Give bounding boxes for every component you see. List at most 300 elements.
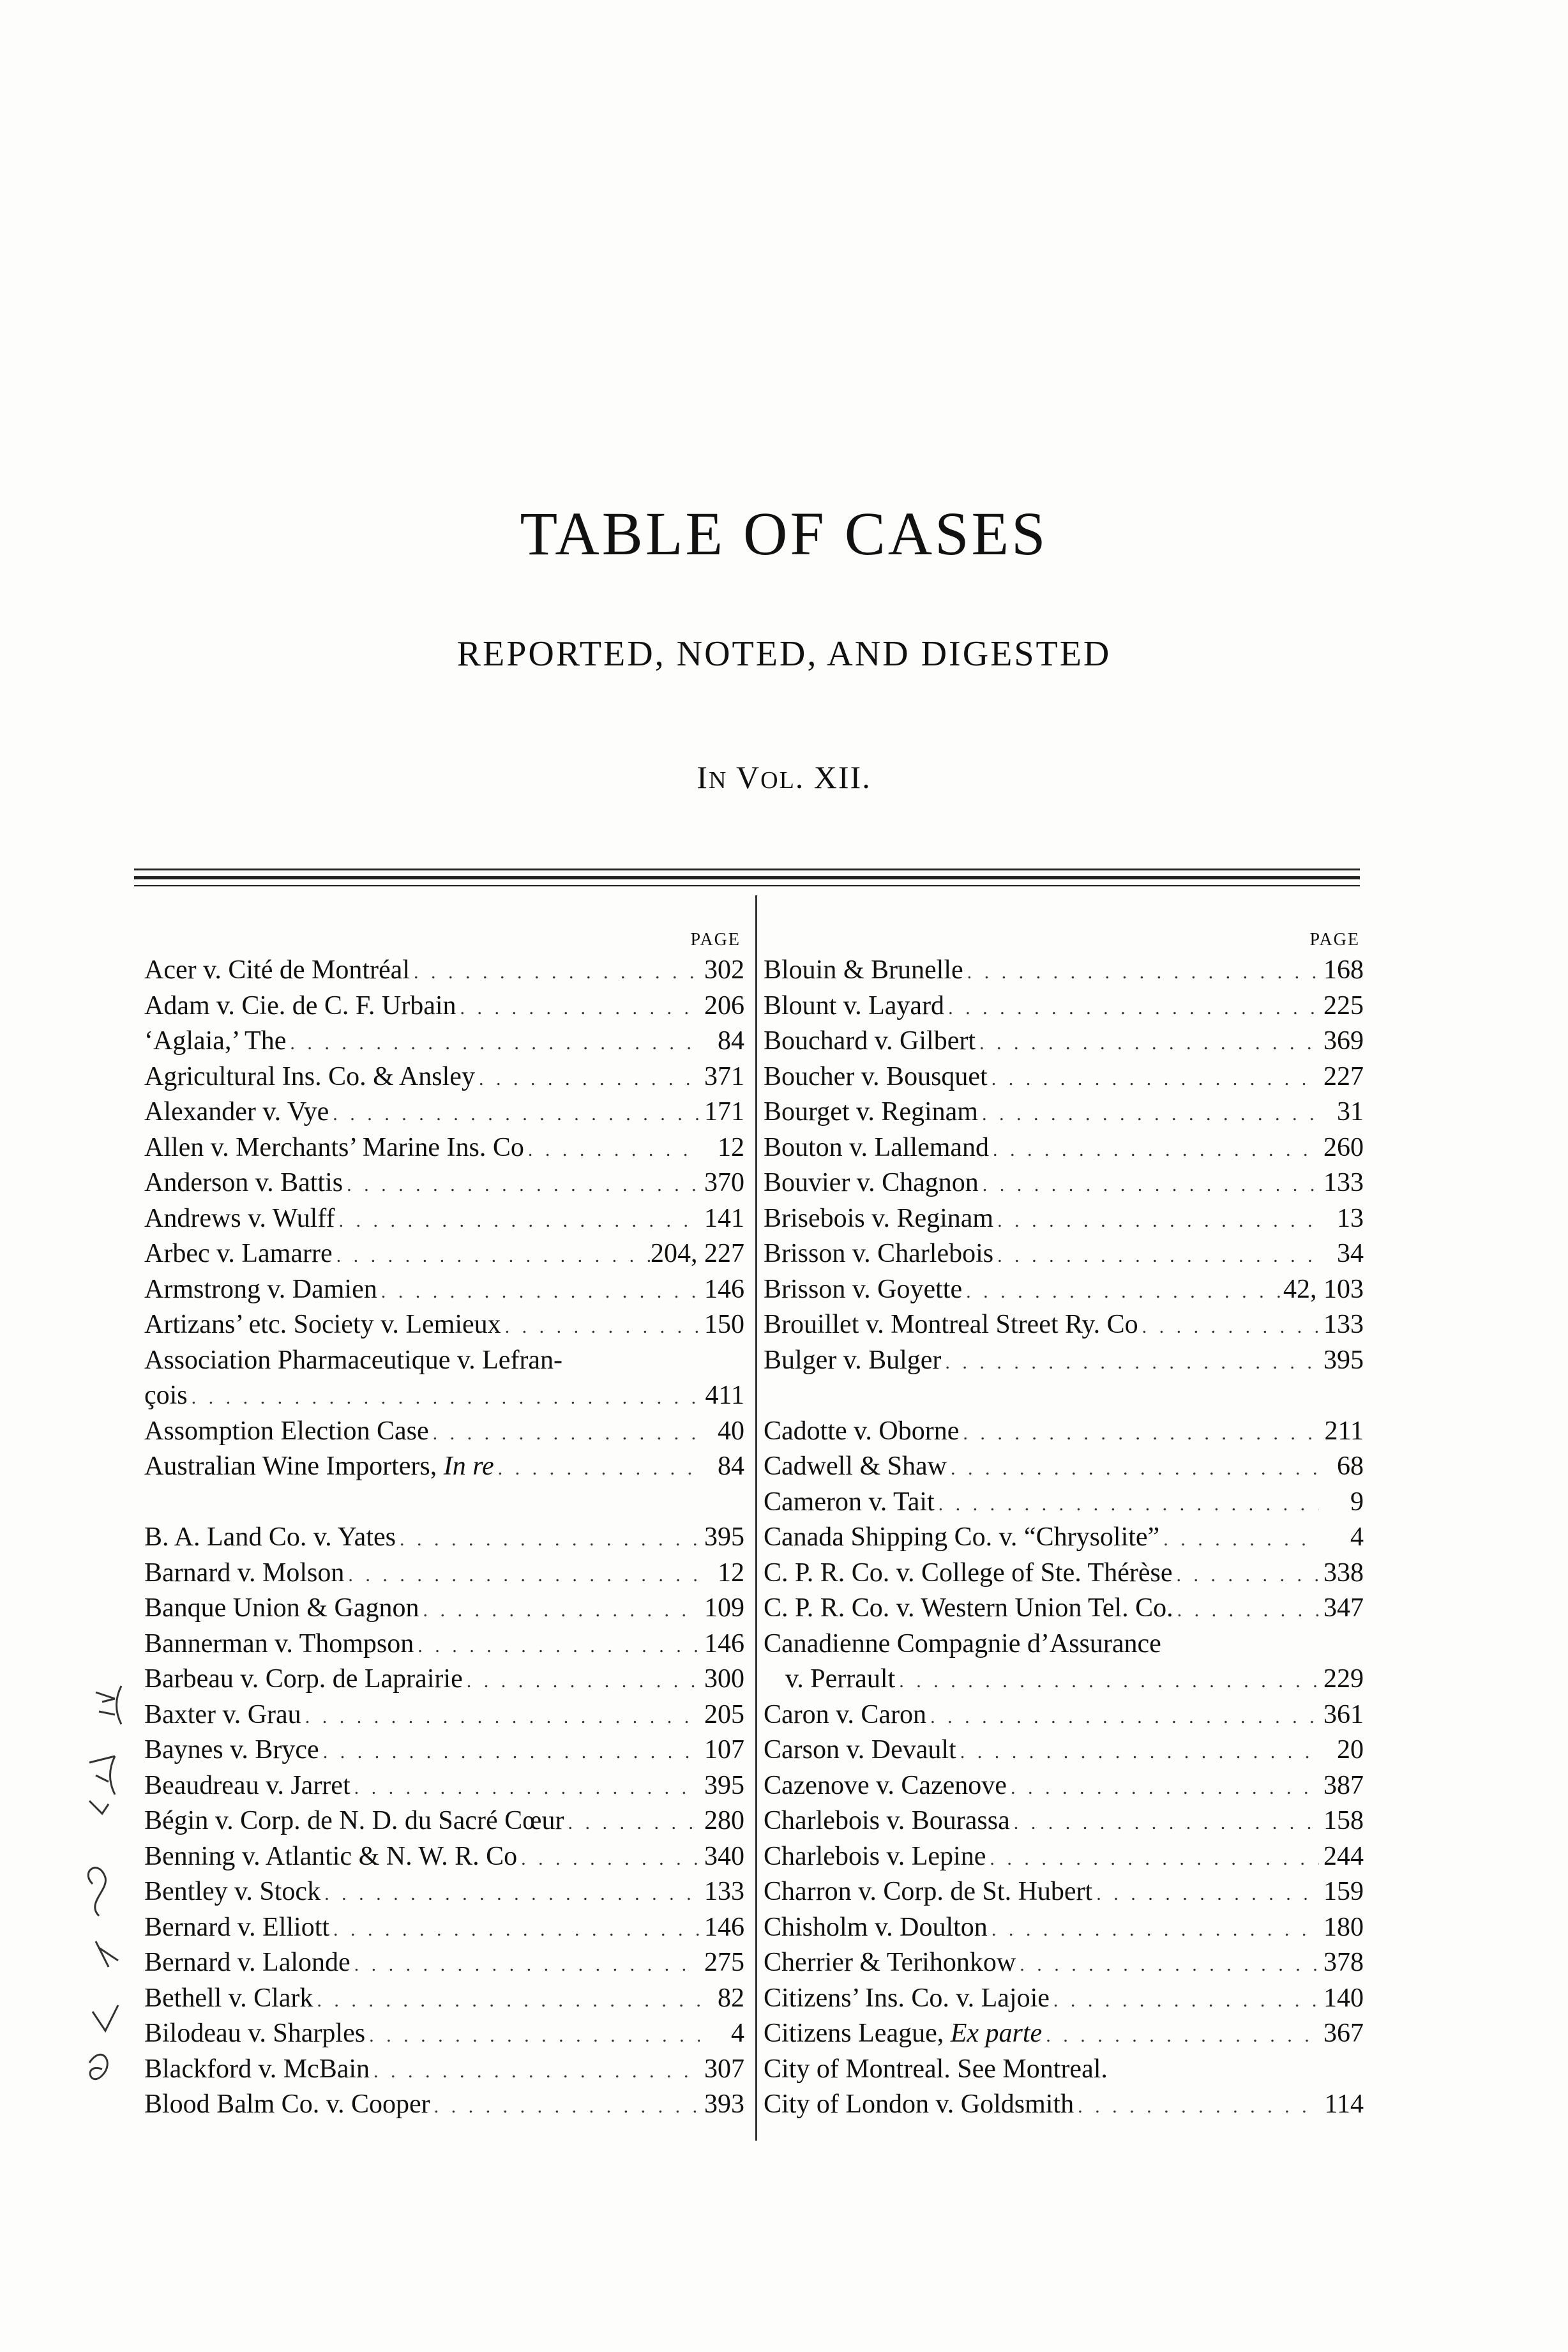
dot-leader [1007, 1770, 1319, 1806]
dot-leader [430, 2089, 700, 2125]
case-name-text: Cadwell & Shaw [764, 1452, 947, 1481]
list-spacer [144, 1485, 744, 1521]
column-divider [755, 895, 757, 2141]
case-name [144, 1803, 564, 1839]
case-entry [144, 953, 744, 989]
case-entry [144, 1095, 744, 1130]
case-name [144, 1874, 320, 1910]
case-entry [144, 1059, 744, 1095]
case-name [764, 1945, 1016, 1981]
case-name-text: Bernard v. Lalonde [144, 1948, 351, 1977]
dot-leader [343, 1167, 700, 1203]
case-page-number: 133 [1323, 1168, 1364, 1197]
case-name [144, 1733, 319, 1768]
case-page-number: 146 [704, 1912, 744, 1942]
case-name [144, 1945, 351, 1981]
case-entry [764, 1095, 1364, 1130]
case-name [144, 953, 410, 989]
case-page-number: 275 [704, 1948, 744, 1977]
case-page-number: 371 [704, 1061, 744, 1091]
case-name [144, 1201, 335, 1237]
case-entry [764, 1697, 1364, 1733]
case-name-text: ‘Aglaia,’ The [144, 1026, 287, 1056]
case-name-text: Artizans’ etc. Society v. Lemieux [144, 1310, 501, 1339]
dot-leader [370, 2054, 700, 2090]
dot-leader [956, 1734, 1319, 1770]
dot-leader [319, 1734, 700, 1770]
case-name [144, 2016, 365, 2052]
case-name-text: Blount v. Layard [764, 990, 945, 1020]
case-name [764, 1201, 993, 1237]
case-entry [764, 1024, 1364, 1059]
case-page-number: 68 [1337, 1452, 1364, 1481]
case-entry [144, 1591, 744, 1627]
case-name-text: Assomption Election Case [144, 1416, 429, 1446]
dot-leader [344, 1558, 700, 1593]
case-entry [764, 1768, 1364, 1804]
case-entry [144, 2052, 744, 2088]
case-name [144, 989, 456, 1024]
dot-leader [517, 1841, 700, 1877]
case-page-number: 204, 227 [651, 1239, 744, 1268]
case-name-text: Bilodeau v. Sharples [144, 2019, 366, 2048]
dot-leader [410, 955, 700, 990]
case-page-number: 159 [1323, 1877, 1364, 1906]
dot-leader [1010, 1805, 1319, 1841]
case-name-text: Bouton v. Lallemand [764, 1132, 990, 1162]
case-name-text: Charlebois v. Bourassa [764, 1806, 1010, 1835]
dot-leader [993, 1238, 1319, 1274]
case-name-text: Bouchard v. Gilbert [764, 1026, 976, 1056]
dot-leader [944, 990, 1319, 1026]
case-page-number: 387 [1323, 1770, 1364, 1800]
case-entry [764, 1414, 1364, 1450]
case-page-number: 361 [1323, 1699, 1364, 1729]
case-entry [764, 2052, 1364, 2088]
case-name-text: Citizens’ Ins. Co. v. Lajoie [764, 1983, 1050, 2013]
case-entry [144, 1130, 744, 1166]
dot-leader [989, 1132, 1319, 1168]
case-entry [144, 1910, 744, 1946]
case-entry [764, 1874, 1364, 1910]
case-entry [144, 1343, 744, 1379]
case-page-number: 114 [1324, 2090, 1364, 2119]
case-entry [144, 2087, 744, 2123]
case-name-text: Brisebois v. Reginam [764, 1203, 994, 1233]
case-name-text: Blackford v. McBain [144, 2054, 370, 2084]
case-name-text: Bentley v. Stock [144, 1877, 321, 1906]
case-page-number: 4 [1350, 1522, 1364, 1552]
case-name-text: City of London v. Goldsmith [764, 2090, 1074, 2119]
case-name [144, 1378, 188, 1414]
case-page-number: 40 [718, 1416, 744, 1446]
case-entry [144, 1945, 744, 1981]
case-page-number: 171 [704, 1097, 744, 1127]
dot-leader [301, 1699, 700, 1735]
case-name [144, 1910, 329, 1946]
dot-leader [1042, 2018, 1319, 2054]
case-name-text: B. A. Land Co. v. Yates [144, 1522, 396, 1552]
case-entry [764, 1627, 1364, 1662]
case-entry [144, 1733, 744, 1768]
case-page-number: 9 [1350, 1487, 1364, 1517]
dot-leader [494, 1451, 700, 1487]
case-page-number: 411 [705, 1381, 744, 1410]
case-name [764, 2087, 1074, 2123]
case-page-number: 260 [1323, 1132, 1364, 1162]
case-name-text: Bégin v. Corp. de N. D. du Sacré Cœur [144, 1806, 564, 1835]
case-name [764, 1803, 1010, 1839]
case-page-number: 168 [1323, 955, 1364, 985]
case-name [764, 1095, 978, 1130]
case-page-number: 4 [731, 2019, 744, 2048]
dot-leader [501, 1309, 700, 1345]
case-page-number: 395 [1323, 1345, 1364, 1375]
dot-leader [377, 1274, 700, 1310]
case-name-text: Benning v. Atlantic & N. W. R. Co [144, 1841, 518, 1871]
case-page-number: 347 [1323, 1593, 1364, 1623]
case-name-text: City of Montreal. See Montreal. [764, 2054, 1108, 2084]
case-page-number: 307 [704, 2054, 744, 2084]
case-name-text: Blood Balm Co. v. Cooper [144, 2090, 430, 2119]
case-name-text: Canadienne Compagnie d’Assurance [764, 1628, 1161, 1658]
case-name [764, 1236, 993, 1272]
case-name [764, 1449, 947, 1485]
case-page-number: 133 [704, 1877, 744, 1906]
case-name [764, 1733, 956, 1768]
case-name [764, 1910, 988, 1946]
case-entry [764, 2016, 1364, 2052]
case-name-text: Caron v. Caron [764, 1699, 927, 1729]
case-entry [144, 1272, 744, 1308]
case-page-number: 12 [718, 1132, 744, 1162]
case-name [764, 1165, 979, 1201]
case-page-number: 141 [704, 1203, 744, 1233]
case-name [144, 1768, 351, 1804]
case-page-number: 133 [1323, 1310, 1364, 1339]
dot-leader [463, 1664, 700, 1699]
case-entry [144, 1414, 744, 1450]
case-name-text: Bannerman v. Thompson [144, 1628, 414, 1658]
case-name-text: Blouin & Brunelle [764, 955, 963, 985]
case-name [144, 1839, 517, 1875]
case-page-number: 12 [718, 1558, 744, 1588]
case-name [764, 1272, 962, 1308]
case-name [144, 1343, 562, 1379]
case-page-number: 395 [704, 1522, 744, 1552]
case-name-text: Alexander v. Vye [144, 1097, 329, 1127]
case-name [144, 1414, 429, 1450]
case-name-text: Barbeau v. Corp. de Laprairie [144, 1664, 463, 1694]
case-name [144, 1095, 329, 1130]
dot-leader [564, 1805, 700, 1841]
case-name-text: çois [144, 1381, 188, 1410]
case-name [764, 1697, 926, 1733]
case-name-text: Baynes v. Bryce [144, 1735, 319, 1764]
case-name-text: Acer v. Cité de Montréal [144, 955, 410, 985]
dot-leader [988, 1061, 1319, 1097]
case-page-number: 206 [704, 990, 744, 1020]
case-name [764, 1307, 1138, 1343]
case-name [144, 1449, 494, 1485]
case-name [764, 1485, 935, 1521]
dot-leader [414, 1628, 700, 1664]
case-page-number: 84 [718, 1452, 744, 1481]
case-name-text: Charlebois v. Lepine [764, 1841, 986, 1871]
case-page-number: 20 [1337, 1735, 1364, 1764]
dot-leader [976, 1026, 1319, 1061]
dot-leader [963, 955, 1319, 990]
case-entry [144, 1839, 744, 1875]
case-entry [764, 1165, 1364, 1201]
case-entry [764, 1520, 1364, 1556]
case-page-number: 367 [1323, 2019, 1364, 2048]
case-name [144, 1272, 377, 1308]
case-page-number: 31 [1337, 1097, 1364, 1127]
case-page-number: 13 [1337, 1203, 1364, 1233]
case-name-text: Arbec v. Lamarre [144, 1239, 333, 1268]
case-name-text: Bouvier v. Chagnon [764, 1168, 979, 1197]
case-entry [144, 1768, 744, 1804]
dot-leader [333, 1238, 651, 1274]
case-name-text: Citizens League, [764, 2019, 951, 2048]
case-page-number: 205 [704, 1699, 744, 1729]
volume-label: IN VOL. XII. [697, 759, 871, 795]
case-entry [764, 1449, 1364, 1485]
case-page-number: 211 [1324, 1416, 1364, 1446]
case-name-text: Bulger v. Bulger [764, 1345, 942, 1375]
case-entry [144, 1378, 744, 1414]
dot-leader [1173, 1593, 1319, 1628]
case-name-text: Brisson v. Goyette [764, 1274, 963, 1304]
case-name [764, 1839, 986, 1875]
right-case-list [764, 953, 1364, 2123]
dot-leader [988, 1912, 1319, 1948]
dot-leader [935, 1487, 1319, 1522]
case-page-number: 227 [1323, 1061, 1364, 1091]
case-name [144, 1520, 396, 1556]
dot-leader [947, 1451, 1319, 1487]
case-name-text: Agricultural Ins. Co. & Ansley [144, 1061, 475, 1091]
case-name-text: C. P. R. Co. v. Western Union Tel. Co. [764, 1593, 1173, 1623]
case-name [144, 1662, 463, 1697]
case-name [785, 1662, 895, 1697]
case-entry [764, 1307, 1364, 1343]
case-entry [764, 953, 1364, 989]
case-name [764, 1343, 941, 1379]
header-rule-top [134, 869, 1360, 870]
case-page-number: 369 [1323, 1026, 1364, 1056]
left-column [144, 927, 744, 2123]
dot-leader [1172, 1558, 1319, 1593]
dot-leader [396, 1522, 700, 1558]
dot-leader [959, 1416, 1319, 1452]
case-entry [144, 1697, 744, 1733]
case-entry [144, 1627, 744, 1662]
case-name [144, 2052, 370, 2088]
case-name [144, 2087, 430, 2123]
case-name-text: Boucher v. Bousquet [764, 1061, 988, 1091]
case-entry [144, 1165, 744, 1201]
dot-leader [962, 1274, 1283, 1310]
case-page-number: 140 [1323, 1983, 1364, 2013]
dot-leader [456, 990, 700, 1026]
case-name-text: Brisson v. Charlebois [764, 1239, 994, 1268]
case-entry [764, 1839, 1364, 1875]
case-name [764, 1520, 1159, 1556]
dot-leader [1050, 1983, 1319, 2019]
case-name-text: Chisholm v. Doulton [764, 1912, 988, 1942]
case-entry [144, 1449, 744, 1485]
case-name-text: Brouillet v. Montreal Street Ry. Co [764, 1310, 1138, 1339]
case-page-number: 395 [704, 1770, 744, 1800]
case-page-number: 146 [704, 1274, 744, 1304]
case-page-number: 109 [704, 1593, 744, 1623]
case-name-text: Bethell v. Clark [144, 1983, 313, 2013]
case-entry [144, 1520, 744, 1556]
case-page-number: 150 [704, 1310, 744, 1339]
dot-leader [986, 1841, 1319, 1877]
case-name-italic: In re [443, 1452, 494, 1481]
case-entry [764, 1272, 1364, 1308]
case-page-number: 378 [1323, 1948, 1364, 1977]
dot-leader [329, 1096, 700, 1132]
case-name-text: Charron v. Corp. de St. Hubert [764, 1877, 1093, 1906]
dot-leader [351, 1947, 700, 1983]
case-page-number: 82 [718, 1983, 744, 2013]
case-name-text: Cherrier & Terihonkow [764, 1948, 1016, 1977]
case-name-text: Beaudreau v. Jarret [144, 1770, 351, 1800]
case-entry [764, 1662, 1364, 1697]
dot-leader [313, 1983, 700, 2019]
case-entry [144, 1662, 744, 1697]
case-entry [764, 1236, 1364, 1272]
case-name-text: Carson v. Devault [764, 1735, 956, 1764]
dot-leader [993, 1203, 1319, 1239]
dot-leader [1138, 1309, 1319, 1345]
list-spacer [764, 1378, 1364, 1414]
header-rule-bottom [134, 885, 1360, 886]
case-name-text: Allen v. Merchants’ Marine Ins. Co [144, 1132, 524, 1162]
dot-leader [429, 1416, 700, 1452]
case-name [764, 2052, 1108, 2088]
case-entry [144, 1803, 744, 1839]
case-name [764, 1130, 989, 1166]
case-page-number: 338 [1323, 1558, 1364, 1588]
case-entry [764, 1130, 1364, 1166]
dot-leader [286, 1026, 700, 1061]
right-page-heading: PAGE [1309, 930, 1360, 950]
left-case-list [144, 953, 744, 2123]
case-name-text: Cameron v. Tait [764, 1487, 935, 1517]
case-name [764, 1627, 1161, 1662]
case-name-text: Banque Union & Gagnon [144, 1593, 419, 1623]
case-name [764, 1768, 1007, 1804]
dot-leader [941, 1345, 1319, 1381]
case-page-number: 300 [704, 1664, 744, 1694]
case-page-number: 225 [1323, 990, 1364, 1020]
page-title: TABLE OF CASES [520, 499, 1048, 568]
case-name-text: Cadotte v. Oborne [764, 1416, 960, 1446]
case-page-number: 370 [704, 1168, 744, 1197]
dot-leader [978, 1096, 1319, 1132]
dot-leader [979, 1167, 1319, 1203]
case-name-text: Association Pharmaceutique v. Lefran- [144, 1345, 563, 1375]
case-entry [764, 1059, 1364, 1095]
case-page-number: 34 [1337, 1239, 1364, 1268]
case-name-text: Bernard v. Elliott [144, 1912, 330, 1942]
case-name-text: Andrews v. Wulff [144, 1203, 335, 1233]
dot-leader [419, 1593, 700, 1628]
dot-leader [1092, 1876, 1319, 1912]
case-name [144, 1627, 414, 1662]
case-name-text: Anderson v. Battis [144, 1168, 343, 1197]
case-page-number: 180 [1323, 1912, 1364, 1942]
case-name-italic: Ex parte [950, 2019, 1043, 2048]
case-entry [144, 989, 744, 1024]
case-entry [764, 2087, 1364, 2123]
dot-leader [335, 1203, 700, 1239]
case-entry [144, 1981, 744, 2017]
case-entry [144, 1307, 744, 1343]
case-name-text: Canada Shipping Co. v. “Chrysolite” [764, 1522, 1160, 1552]
case-name [764, 1414, 959, 1450]
case-name [144, 1307, 501, 1343]
case-name [764, 1556, 1172, 1591]
case-name-text: Adam v. Cie. de C. F. Urbain [144, 990, 456, 1020]
dot-leader [524, 1132, 700, 1168]
case-entry [764, 1591, 1364, 1627]
case-entry [764, 1981, 1364, 2017]
header-rule-middle [134, 876, 1360, 879]
dot-leader [1016, 1947, 1319, 1983]
case-name [764, 1591, 1173, 1627]
case-entry [144, 1201, 744, 1237]
case-name [764, 989, 944, 1024]
case-name [764, 1059, 988, 1095]
case-page-number: 158 [1323, 1806, 1364, 1835]
case-entry [144, 1024, 744, 1059]
dot-leader [351, 1770, 700, 1806]
case-name [764, 953, 963, 989]
case-name-text: C. P. R. Co. v. College of Ste. Thérèse [764, 1558, 1173, 1588]
left-page-heading: PAGE [690, 930, 741, 950]
case-name [144, 1165, 343, 1201]
dot-leader [188, 1380, 700, 1416]
case-entry [764, 1733, 1364, 1768]
case-entry [144, 1236, 744, 1272]
case-entry [764, 1910, 1364, 1946]
case-page-number: 107 [704, 1735, 744, 1764]
case-name-text: Australian Wine Importers, [144, 1452, 444, 1481]
case-name [144, 1059, 475, 1095]
case-name [764, 2016, 1042, 2052]
case-name [764, 1024, 976, 1059]
case-entry [764, 1945, 1364, 1981]
case-name [764, 1981, 1050, 2017]
case-page-number: 146 [704, 1628, 744, 1658]
dot-leader [926, 1699, 1319, 1735]
case-page-number: 340 [704, 1841, 744, 1871]
case-name-text: Cazenove v. Cazenove [764, 1770, 1007, 1800]
case-page-number: 280 [704, 1806, 744, 1835]
case-entry [144, 2016, 744, 2052]
dot-leader [475, 1061, 700, 1097]
dot-leader [365, 2018, 700, 2054]
case-name [144, 1024, 286, 1059]
case-name [144, 1981, 313, 2017]
case-entry [144, 1556, 744, 1591]
